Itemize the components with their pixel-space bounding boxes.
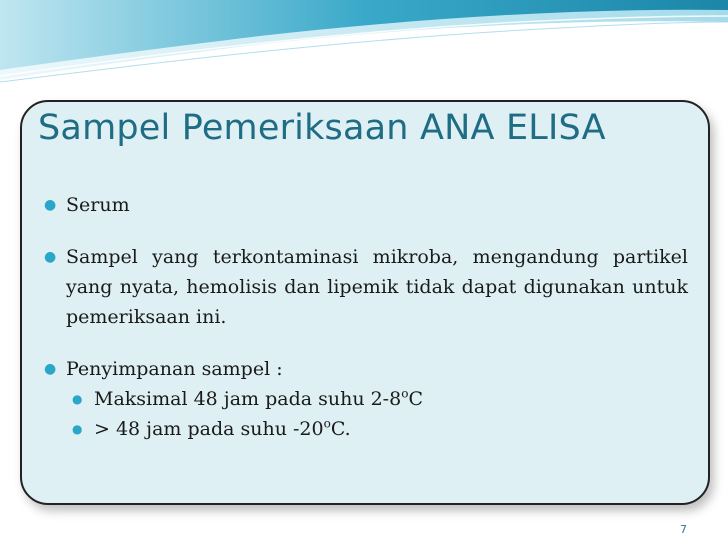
sub-bullet-text: Maksimal 48 jam pada suhu 2-8$^o$C bbox=[94, 386, 423, 410]
bullet-dot-icon: ● bbox=[72, 392, 83, 406]
header-wave-decoration bbox=[0, 0, 728, 90]
sub-bullet-text: > 48 jam pada suhu -20$^o$C. bbox=[94, 416, 351, 440]
bullet-dot-icon: ● bbox=[44, 361, 57, 377]
bullet-list bbox=[44, 190, 688, 444]
bullet-item-kontaminasi bbox=[44, 242, 688, 332]
bullet-dot-icon: ● bbox=[72, 422, 83, 436]
page-number: 7 bbox=[680, 523, 687, 536]
slide-title: Sampel Pemeriksaan ANA ELISA bbox=[38, 108, 606, 148]
bullet-text: Penyimpanan sampel : bbox=[66, 358, 283, 380]
bullet-text: Serum bbox=[66, 194, 130, 216]
bullet-item-penyimpanan bbox=[44, 354, 688, 384]
bullet-dot-icon: ● bbox=[44, 197, 57, 213]
bullet-text: Sampel yang terkontaminasi mikroba, mengandung partikel yang nyata, hemolisis dan lipemik tidak dapat digunakan untuk pemeriksaan ini. bbox=[66, 246, 688, 328]
bullet-item-serum bbox=[44, 190, 688, 220]
bullet-dot-icon: ● bbox=[44, 249, 57, 265]
sub-bullet-item bbox=[72, 384, 688, 414]
sub-bullet-item bbox=[72, 414, 688, 444]
